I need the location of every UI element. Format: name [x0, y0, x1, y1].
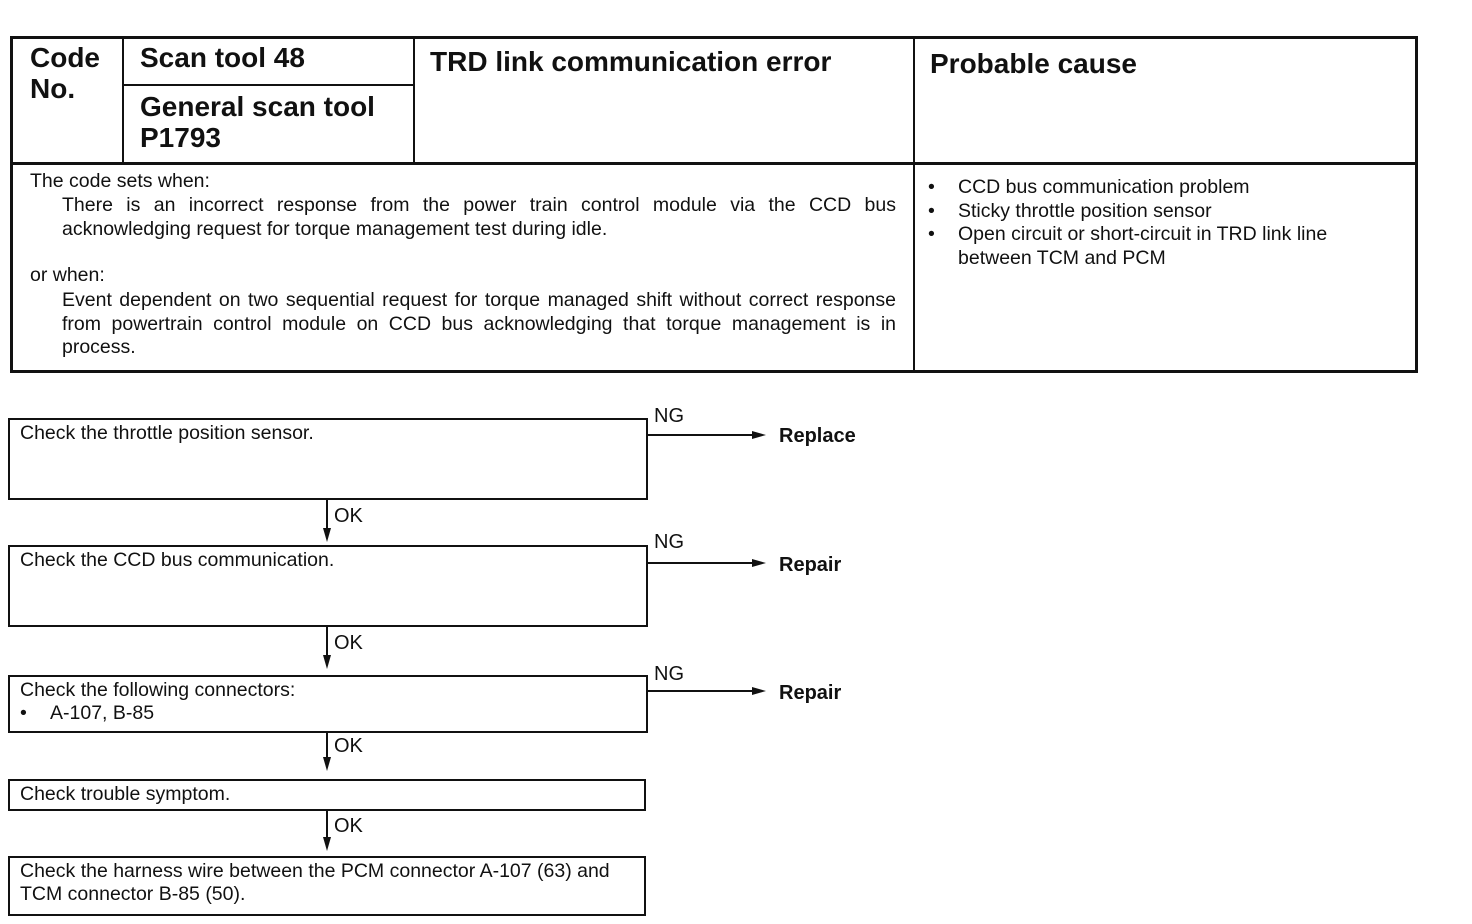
bullet-icon: •: [928, 176, 935, 198]
step-box-throttle-sensor: [8, 418, 648, 500]
action-repair: Repair: [779, 554, 842, 576]
condition-1: There is an incorrect response from the power train control module via the CCD bus acknowledging request for torque management test during idle.: [62, 194, 896, 240]
ok-label: OK: [334, 735, 363, 757]
bullet-icon: •: [928, 199, 935, 222]
action-replace: Replace: [779, 425, 856, 447]
ok-arrow-line: [326, 627, 328, 657]
cause-item: • Open circuit or short-circuit in TRD link line between TCM and PCM: [928, 223, 1328, 269]
ng-label: NG: [654, 405, 684, 427]
probable-cause-list: [928, 176, 1398, 270]
probable-cause-header: Probable cause: [930, 48, 1137, 79]
arrow-down-icon: [323, 757, 331, 771]
bullet-icon: •: [20, 702, 27, 724]
ok-label: OK: [334, 632, 363, 654]
table-col-divider-1: [122, 36, 124, 164]
step-box-harness-wire: [8, 856, 646, 916]
step-text: Check the throttle position sensor.: [20, 422, 314, 444]
ok-arrow-line: [326, 500, 328, 530]
step-text: Check the CCD bus communication.: [20, 549, 335, 571]
cause-item: • CCD bus communication problem: [928, 176, 1250, 198]
ng-arrow-line: [646, 434, 754, 436]
code-sets-when: The code sets when:: [30, 170, 210, 192]
ok-label: OK: [334, 815, 363, 837]
general-scan-tool-label: General scan tool P1793: [140, 91, 375, 153]
ng-label: NG: [654, 531, 684, 553]
step-text-line: Check the following connectors:: [20, 679, 296, 701]
step-text: Check trouble symptom.: [20, 783, 231, 805]
condition-2: Event dependent on two sequential request for torque managed shift without correct response from powertrain control module on CCD bus acknowledging that torque management is in process.: [62, 289, 896, 358]
step-box-trouble-symptom: [8, 779, 646, 811]
ok-arrow-line: [326, 811, 328, 839]
step-box-connectors: [8, 675, 648, 733]
cause-item: • Sticky throttle position sensor: [928, 199, 1212, 222]
ng-arrow-line: [646, 562, 754, 564]
ng-label: NG: [654, 663, 684, 685]
action-repair: Repair: [779, 682, 842, 704]
step-text: Check the harness wire between the PCM connector A-107 (63) and TCM connector B-85 (50).: [20, 860, 610, 905]
ok-arrow-line: [326, 733, 328, 759]
scan-tool-split: [122, 84, 414, 86]
scan-tool-48-label: Scan tool 48: [140, 42, 305, 73]
arrow-right-icon: [752, 687, 766, 695]
arrow-down-icon: [323, 528, 331, 542]
arrow-down-icon: [323, 655, 331, 669]
table-header-divider: [10, 162, 1418, 165]
ok-label: OK: [334, 505, 363, 527]
table-col-divider-3: [913, 36, 915, 372]
arrow-right-icon: [752, 559, 766, 567]
step-text: [20, 679, 295, 725]
connector-item: • A-107, B-85: [20, 702, 155, 724]
arrow-down-icon: [323, 837, 331, 851]
error-title: TRD link communication error: [430, 46, 832, 77]
step-box-ccd-bus: [8, 545, 648, 627]
ng-arrow-line: [646, 690, 754, 692]
table-col-divider-2: [413, 36, 415, 164]
code-number-label: Code No.: [30, 42, 100, 104]
arrow-right-icon: [752, 431, 766, 439]
or-when: or when:: [30, 264, 105, 286]
bullet-icon: •: [928, 223, 935, 245]
